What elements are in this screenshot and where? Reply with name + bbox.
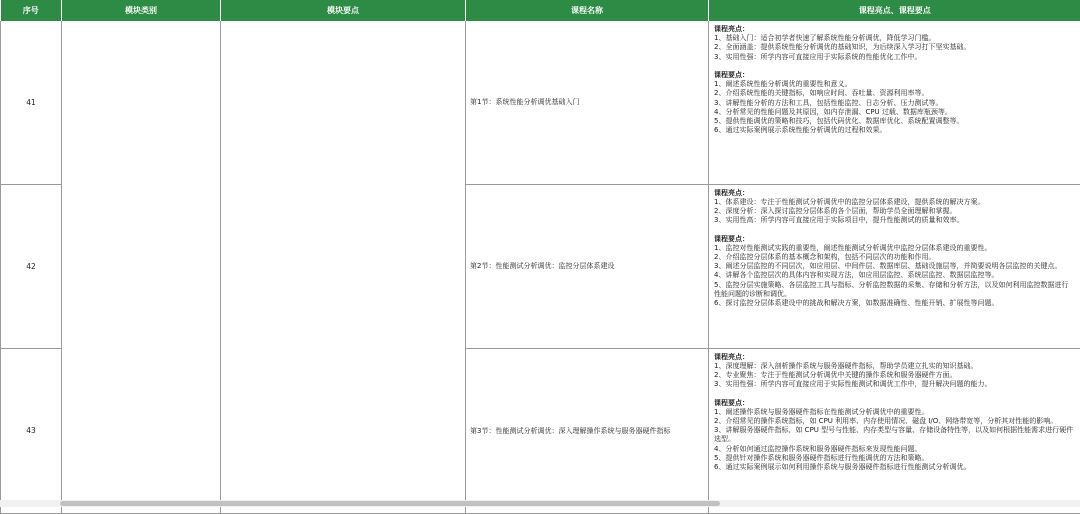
points-text: 1、阐述操作系统与服务器硬件指标在性能测试分析调优中的重要性。 2、介绍常见的操作系统指标，如 CPU 利用率、内存使用情况、磁盘 I/O、网络带宽等，分析其对性能的影响。 3、讲解服务器硬件指标，如 CPU 型号与性能、内存类型与容量、存储设备特性等，以及如何根据性能需求进行硬件选型。 4、分析如何通过监控操作系统和服务器硬件指标来发现性能问题。 5、提供针对操作系统和服务器硬件指标进行性能调优的方法和策略。 6、通过实际案例展示如何利用操作系统与服务器硬件指标进行性能测试分析调优。	[714, 408, 1073, 471]
highlights-text: 1、深度理解：深入剖析操作系统与服务器硬件指标，帮助学员建立扎实的知识基础。 2、专业聚焦：专注于性能测试分析调优中关键的操作系统和服务器硬件方面。 3、实用性强：所学内容可直接应用于实际性能测试和调优工作中，提升解决问题的能力。	[714, 362, 991, 388]
header-module-points: 模块要点	[221, 0, 466, 21]
course-name: 第3节：性能测试分析调优：深入理解操作系统与服务器硬件指标	[466, 348, 709, 513]
scrollbar-thumb[interactable]	[60, 501, 720, 506]
module-category-cell	[62, 21, 221, 513]
header-course-name: 课程名称	[466, 0, 709, 21]
course-detail	[709, 184, 1080, 348]
points-title: 课程要点：	[714, 235, 749, 243]
row-index: 41	[1, 21, 62, 184]
module-points-cell	[221, 21, 466, 513]
course-name: 第1节：系统性能分析调优基础入门	[466, 21, 709, 184]
highlights-text: 1、体系建设：专注于性能测试分析调优中的监控分层体系建设，提供系统的解决方案。 2、深度分析：深入探讨监控分层体系的各个层面，帮助学员全面理解和掌握。 3、实用性高：所学内容可直接应用于实际项目中，提升性能测试的质量和效率。	[714, 198, 984, 224]
table-row	[1, 21, 1080, 184]
highlights-text: 1、基础入门：适合初学者快速了解系统性能分析调优，降低学习门槛。 2、全面涵盖：提供系统性能分析调优的基础知识，为后续深入学习打下坚实基础。 3、实用性强：所学内容可直接应用于实际系统的性能优化工作中。	[714, 34, 970, 60]
header-course-highlights: 课程亮点、课程要点	[709, 0, 1080, 21]
highlights-title: 课程亮点：	[714, 353, 749, 361]
row-index: 43	[1, 348, 62, 513]
highlights-title: 课程亮点：	[714, 25, 749, 33]
course-name: 第2节：性能测试分析调优：监控分层体系建设	[466, 184, 709, 348]
course-detail	[709, 348, 1080, 513]
points-title: 课程要点：	[714, 71, 749, 79]
points-text: 1、阐述系统性能分析调优的重要性和意义。 2、介绍系统性能的关键指标，如响应时间、吞吐量、资源利用率等。 3、讲解性能分析的方法和工具，包括性能监控、日志分析、压力测试等。 4、分析常见的性能问题及其原因，如内存泄漏、CPU 过载、数据库瓶颈等。 5、提供性能调优的策略和技巧，包括代码优化、数据库优化、系统配置调整等。 6、通过实际案例展示系统性能分析调优的过程和效果。	[714, 80, 963, 134]
highlights-title: 课程亮点：	[714, 189, 749, 197]
course-detail	[709, 21, 1080, 184]
points-text: 1、监控对性能测试实践的重要性，阐述性能测试分析调优中监控分层体系建设的重要性。 2、介绍监控分层体系的基本概念和架构，包括不同层次的功能和作用。 3、阐述分层监控的不同层次，如应用层、中间件层、数据库层、基础设施层等，并简要说明各层监控的关键点。 4、讲解各个监控层次的具体内容和实现方法，如应用层监控、系统层监控、数据层监控等。 5、监控分层实施策略、各层监控工具与指标、分析监控数据的采集、存储和分析方法，以及如何利用监控数据进行性能问题的诊断和调优。 6、探讨监控分层体系建设中的挑战和解决方案，如数据准确性、性能开销、扩展性等问题。	[714, 244, 1068, 307]
horizontal-scrollbar[interactable]	[0, 500, 1080, 507]
table-header-row	[1, 0, 1080, 21]
header-index: 序号	[1, 0, 62, 21]
row-index: 42	[1, 184, 62, 348]
header-module-category: 模块类别	[62, 0, 221, 21]
points-title: 课程要点：	[714, 399, 749, 407]
